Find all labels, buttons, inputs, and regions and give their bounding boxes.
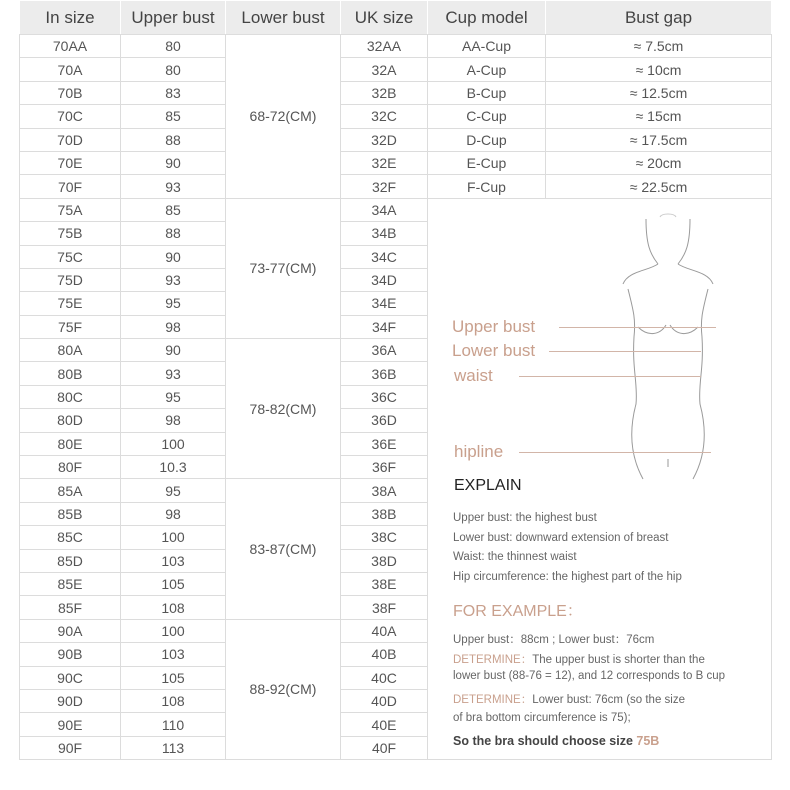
cup-model-cell: D-Cup [428, 128, 546, 151]
in-size-cell: 70B [20, 81, 121, 104]
explain-line: Waist: the thinnest waist [453, 550, 577, 563]
upper-bust-cell: 103 [121, 549, 226, 572]
upper-bust-cell: 108 [121, 689, 226, 712]
conclusion-text: So the bra should choose size [453, 733, 637, 748]
determine-line [453, 651, 705, 667]
column-header: In size [20, 1, 121, 35]
determine-text: Lower bust: 76cm (so the size [532, 693, 685, 706]
uk-size-cell: 40A [341, 619, 428, 642]
upper-bust-cell: 113 [121, 736, 226, 759]
uk-size-cell: 36F [341, 456, 428, 479]
uk-size-cell: 32E [341, 151, 428, 174]
upper-bust-cell: 90 [121, 151, 226, 174]
uk-size-cell: 32D [341, 128, 428, 151]
in-size-cell: 90F [20, 736, 121, 759]
determine-line [453, 691, 685, 707]
uk-size-cell: 32A [341, 58, 428, 81]
upper-bust-cell: 100 [121, 526, 226, 549]
uk-size-cell: 34A [341, 198, 428, 221]
upper-bust-cell: 88 [121, 128, 226, 151]
in-size-cell: 90A [20, 619, 121, 642]
cup-model-cell: C-Cup [428, 105, 546, 128]
upper-bust-cell: 93 [121, 362, 226, 385]
table-row [20, 151, 772, 174]
bust-gap-cell: ≈ 10cm [546, 58, 772, 81]
upper-bust-cell: 10.3 [121, 456, 226, 479]
table-row [20, 175, 772, 198]
table-row [20, 105, 772, 128]
uk-size-cell: 40F [341, 736, 428, 759]
in-size-cell: 85A [20, 479, 121, 502]
in-size-cell: 70A [20, 58, 121, 81]
in-size-cell: 90C [20, 666, 121, 689]
uk-size-cell: 36A [341, 339, 428, 362]
waist-line [519, 376, 701, 377]
in-size-cell: 70C [20, 105, 121, 128]
column-header: Lower bust [226, 1, 341, 35]
in-size-cell: 80F [20, 456, 121, 479]
in-size-cell: 90B [20, 643, 121, 666]
determine-text: The upper bust is shorter than the [532, 653, 705, 666]
explain-heading: EXPLAIN [454, 476, 522, 494]
upper-bust-cell: 105 [121, 666, 226, 689]
bust-gap-cell: ≈ 17.5cm [546, 128, 772, 151]
column-header: Bust gap [546, 1, 772, 35]
lower-bust-cell: 83-87(CM) [226, 479, 341, 619]
in-size-cell: 75A [20, 198, 121, 221]
measurement-guide-panel [428, 198, 772, 759]
in-size-cell: 70F [20, 175, 121, 198]
table-row [20, 198, 772, 221]
uk-size-cell: 38D [341, 549, 428, 572]
lower-bust-label: Lower bust [452, 340, 536, 360]
table-row [20, 58, 772, 81]
lower-bust-cell: 73-77(CM) [226, 198, 341, 338]
column-header: Cup model [428, 1, 546, 35]
uk-size-cell: 34F [341, 315, 428, 338]
in-size-cell: 90E [20, 713, 121, 736]
recommended-size: 75B [636, 733, 660, 748]
uk-size-cell: 38A [341, 479, 428, 502]
uk-size-cell: 32F [341, 175, 428, 198]
upper-bust-cell: 105 [121, 572, 226, 595]
cup-model-cell: A-Cup [428, 58, 546, 81]
body-silhouette-icon [598, 209, 738, 499]
in-size-cell: 70D [20, 128, 121, 151]
upper-bust-cell: 90 [121, 339, 226, 362]
lower-bust-line [549, 351, 701, 352]
lower-bust-cell: 68-72(CM) [226, 35, 341, 199]
in-size-cell: 75D [20, 268, 121, 291]
in-size-cell: 75C [20, 245, 121, 268]
lower-bust-cell: 88-92(CM) [226, 619, 341, 759]
upper-bust-cell: 100 [121, 619, 226, 642]
table-row [20, 35, 772, 58]
cup-model-cell: F-Cup [428, 175, 546, 198]
cup-model-cell: AA-Cup [428, 35, 546, 58]
body-measurement-figure [428, 199, 771, 761]
upper-bust-cell: 88 [121, 222, 226, 245]
example-heading: FOR EXAMPLE： [453, 602, 583, 620]
hipline-label: hipline [454, 441, 504, 461]
uk-size-cell: 38C [341, 526, 428, 549]
conclusion [453, 734, 659, 748]
in-size-cell: 75F [20, 315, 121, 338]
upper-bust-cell: 98 [121, 502, 226, 525]
upper-bust-cell: 80 [121, 58, 226, 81]
determine-label: DETERMINE： [453, 693, 533, 706]
upper-bust-cell: 108 [121, 596, 226, 619]
bust-gap-cell: ≈ 7.5cm [546, 35, 772, 58]
explain-line: Upper bust: the highest bust [453, 511, 597, 524]
uk-size-cell: 38B [341, 502, 428, 525]
in-size-cell: 80A [20, 339, 121, 362]
in-size-cell: 75E [20, 292, 121, 315]
bust-gap-cell: ≈ 20cm [546, 151, 772, 174]
waist-label: waist [454, 365, 493, 385]
uk-size-cell: 32AA [341, 35, 428, 58]
upper-bust-line [559, 327, 716, 328]
upper-bust-cell: 95 [121, 385, 226, 408]
upper-bust-cell: 98 [121, 315, 226, 338]
in-size-cell: 75B [20, 222, 121, 245]
determine-label: DETERMINE： [453, 653, 533, 666]
determine-line-cont: lower bust (88-76 = 12), and 12 corresponds to B cup [453, 669, 726, 682]
uk-size-cell: 36B [341, 362, 428, 385]
upper-bust-cell: 90 [121, 245, 226, 268]
uk-size-cell: 36E [341, 432, 428, 455]
upper-bust-cell: 100 [121, 432, 226, 455]
uk-size-cell: 40E [341, 713, 428, 736]
in-size-cell: 80D [20, 409, 121, 432]
upper-bust-cell: 83 [121, 81, 226, 104]
explain-line: Lower bust: downward extension of breast [453, 531, 669, 544]
size-chart-table [19, 0, 772, 760]
upper-bust-cell: 103 [121, 643, 226, 666]
table-row [20, 81, 772, 104]
uk-size-cell: 40B [341, 643, 428, 666]
in-size-cell: 70AA [20, 35, 121, 58]
uk-size-cell: 40D [341, 689, 428, 712]
in-size-cell: 90D [20, 689, 121, 712]
upper-bust-cell: 93 [121, 268, 226, 291]
uk-size-cell: 36D [341, 409, 428, 432]
uk-size-cell: 34E [341, 292, 428, 315]
lower-bust-cell: 78-82(CM) [226, 339, 341, 479]
upper-bust-cell: 95 [121, 479, 226, 502]
uk-size-cell: 34C [341, 245, 428, 268]
in-size-cell: 85F [20, 596, 121, 619]
column-header: Upper bust [121, 1, 226, 35]
in-size-cell: 70E [20, 151, 121, 174]
uk-size-cell: 36C [341, 385, 428, 408]
uk-size-cell: 38E [341, 572, 428, 595]
cup-model-cell: E-Cup [428, 151, 546, 174]
column-header: UK size [341, 1, 428, 35]
hipline-line [519, 452, 711, 453]
uk-size-cell: 38F [341, 596, 428, 619]
uk-size-cell: 32B [341, 81, 428, 104]
upper-bust-cell: 110 [121, 713, 226, 736]
upper-bust-cell: 93 [121, 175, 226, 198]
uk-size-cell: 34D [341, 268, 428, 291]
in-size-cell: 80E [20, 432, 121, 455]
in-size-cell: 80B [20, 362, 121, 385]
upper-bust-cell: 85 [121, 105, 226, 128]
upper-bust-cell: 98 [121, 409, 226, 432]
upper-bust-label: Upper bust [452, 316, 536, 336]
table-row [20, 128, 772, 151]
bust-gap-cell: ≈ 12.5cm [546, 81, 772, 104]
in-size-cell: 80C [20, 385, 121, 408]
bust-gap-cell: ≈ 22.5cm [546, 175, 772, 198]
in-size-cell: 85D [20, 549, 121, 572]
example-line: Upper bust：88cm ; Lower bust：76cm [453, 633, 655, 646]
cup-model-cell: B-Cup [428, 81, 546, 104]
in-size-cell: 85C [20, 526, 121, 549]
uk-size-cell: 32C [341, 105, 428, 128]
in-size-cell: 85E [20, 572, 121, 595]
upper-bust-cell: 85 [121, 198, 226, 221]
header-row [20, 1, 772, 35]
uk-size-cell: 34B [341, 222, 428, 245]
bust-gap-cell: ≈ 15cm [546, 105, 772, 128]
determine-line-cont: of bra bottom circumference is 75); [453, 711, 631, 724]
upper-bust-cell: 95 [121, 292, 226, 315]
upper-bust-cell: 80 [121, 35, 226, 58]
uk-size-cell: 40C [341, 666, 428, 689]
in-size-cell: 85B [20, 502, 121, 525]
explain-line: Hip circumference: the highest part of the hip [453, 570, 682, 583]
